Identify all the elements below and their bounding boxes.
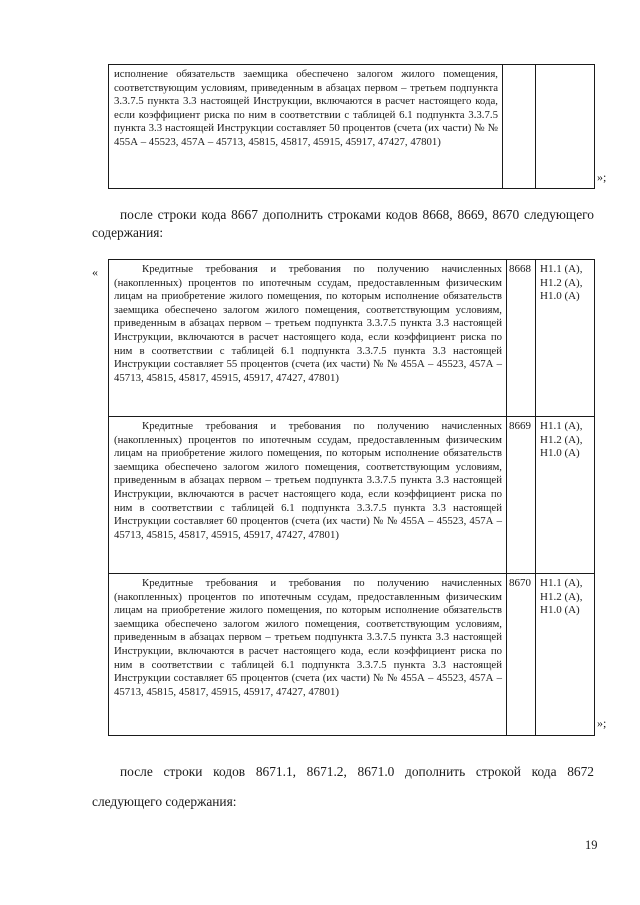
main-close-mark: »; [597, 716, 607, 730]
top-row-norms [536, 65, 595, 189]
row-8670-norms: Н1.1 (А), Н1.2 (А), Н1.0 (А) [536, 574, 595, 736]
row-8669-code: 8669 [507, 417, 536, 574]
top-row-code [503, 65, 536, 189]
top-close-mark: »; [597, 170, 607, 184]
row-8670-description: Кредитные требования и требования по получению начисленных (накопленных) процентов по ипотечным ссудам, предоставленным физическим лицам на приобретение жилого помещения, по которым исполнение обязательств заемщика обеспечено залогом жилого помещения, соответствующим условиям, приведенным в абзацах первом – третьем подпункта 3.3.7.5 пункта 3.3 настоящей Инструкции, включаются в расчет настоящего кода, если коэффициент риска по ним в соответствии с таблицей 6.1 подпункта 3.3.7.5 пункта 3.3 настоящей Инструкции составляет 65 процентов (счета (их части) № № 455А – 45523, 457А – 45713, 45815, 45817, 45915, 45917, 47427, 47801) [109, 574, 507, 736]
row-8669-description: Кредитные требования и требования по получению начисленных (накопленных) процентов по ипотечным ссудам, предоставленным физическим лицам на приобретение жилого помещения, по которым исполнение обязательств заемщика обеспечено залогом жилого помещения, соответствующим условиям, приведенным в абзацах первом – третьем подпункта 3.3.7.5 пункта 3.3 настоящей Инструкции, включаются в расчет настоящего кода, если коэффициент риска по ним в соответствии с таблицей 6.1 подпункта 3.3.7.5 пункта 3.3 настоящей Инструкции составляет 60 процентов (счета (их части) № № 455А – 45523, 457А – 45713, 45815, 45817, 45915, 45917, 47427, 47801) [109, 417, 507, 574]
paragraph-insert-8672: после строки кодов 8671.1, 8671.2, 8671.0 дополнить строкой кода 8672 следующего содержания: [92, 764, 594, 809]
top-table [108, 64, 595, 189]
row-8668-description: Кредитные требования и требования по получению начисленных (накопленных) процентов по ипотечным ссудам, предоставленным физическим лицам на приобретение жилого помещения, по которым исполнение обязательств заемщика обеспечено залогом жилого помещения, соответствующим условиям, приведенным в абзацах первом – третьем подпункта 3.3.7.5 пункта 3.3 настоящей Инструкции, включаются в расчет настоящего кода, если коэффициент риска по ним в соответствии с таблицей 6.1 подпункта 3.3.7.5 пункта 3.3 настоящей Инструкции составляет 55 процентов (счета (их части) № № 455А – 45523, 457А – 45713, 45815, 45817, 45915, 45917, 47427, 47801) [109, 260, 507, 417]
table-row [109, 260, 595, 417]
row-8670-code: 8670 [507, 574, 536, 736]
table-row [109, 417, 595, 574]
top-row-description: исполнение обязательств заемщика обеспечено залогом жилого помещения, соответствующим условиям, приведенным в абзацах первом – третьем подпункта 3.3.7.5 пункта 3.3 настоящей Инструкции, включаются в расчет настоящего кода, если коэффициент риска по ним в соответствии с таблицей 6.1 подпункта 3.3.7.5 пункта 3.3 настоящей Инструкции составляет 50 процентов (счета (их части) № № 455А – 45523, 457А – 45713, 45815, 45817, 45915, 45917, 47427, 47801) [109, 65, 503, 189]
codes-table [108, 259, 595, 736]
row-8668-code: 8668 [507, 260, 536, 417]
row-8668-norms: Н1.1 (А), Н1.2 (А), Н1.0 (А) [536, 260, 595, 417]
page-number: 19 [585, 838, 598, 852]
table-row [109, 65, 595, 189]
table-row [109, 574, 595, 736]
open-quote-mark: « [92, 265, 98, 279]
row-8669-norms: Н1.1 (А), Н1.2 (А), Н1.0 (А) [536, 417, 595, 574]
paragraph-insert-8668-8670: после строки кода 8667 дополнить строками кодов 8668, 8669, 8670 следующего содержания: [92, 207, 594, 240]
